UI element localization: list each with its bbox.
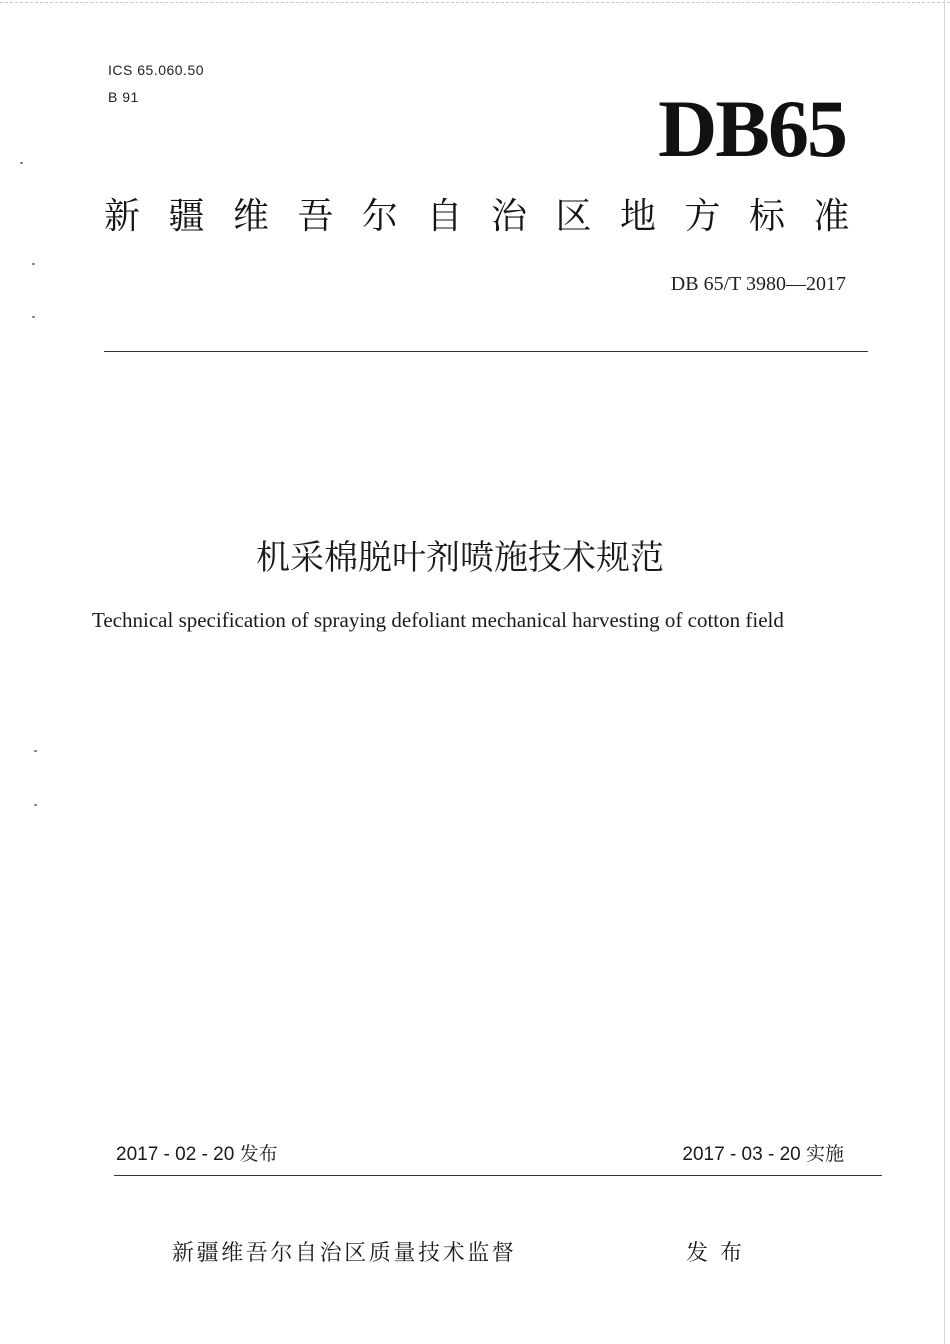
footer-divider (114, 1175, 882, 1176)
scan-speck (32, 316, 35, 318)
document-title-chinese: 机采棉脱叶剂喷施技术规范 (256, 538, 664, 578)
standard-number: DB 65/T 3980—2017 (670, 273, 846, 295)
ccs-code: B 91 (108, 89, 139, 105)
scan-speck (32, 263, 35, 265)
document-title-english: Technical specification of spraying defoliant mechanical harvesting of cotton field (92, 608, 784, 632)
scan-speck (34, 804, 37, 806)
standard-type-heading: 新疆维吾尔自治区地方标准 (104, 196, 879, 237)
scan-speck (34, 750, 37, 752)
issuing-authority: 新疆维吾尔自治区质量技术监督 (172, 1241, 517, 1266)
standard-logo-code: DB65 (658, 83, 846, 174)
scan-speck (20, 162, 23, 164)
issuing-action: 发布 (686, 1241, 755, 1266)
header-divider (104, 351, 868, 352)
implementation-date: 2017 - 03 - 20 实施 (682, 1144, 844, 1165)
scan-edge-right (944, 0, 945, 1344)
issue-date: 2017 - 02 - 20 发布 (116, 1144, 278, 1165)
ics-code: ICS 65.060.50 (108, 62, 205, 78)
scan-edge-top (0, 2, 950, 3)
